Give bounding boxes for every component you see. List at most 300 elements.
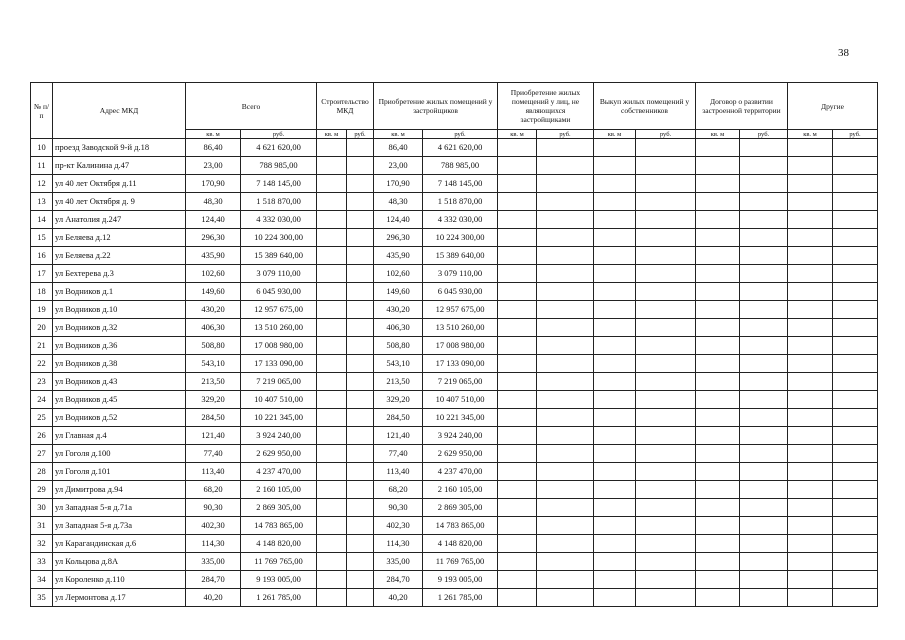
unit-header: руб. [423, 130, 498, 139]
developers-sum: 788 985,00 [423, 157, 498, 175]
developers-area: 68,20 [374, 481, 423, 499]
empty-cell [788, 553, 833, 571]
total-sum: 10 221 345,00 [241, 409, 317, 427]
developers-sum: 2 869 305,00 [423, 499, 498, 517]
header-total: Всего [186, 83, 317, 130]
row-address: ул Гоголя д.101 [53, 463, 186, 481]
empty-cell [696, 265, 740, 283]
developers-sum: 17 008 980,00 [423, 337, 498, 355]
developers-area: 406,30 [374, 319, 423, 337]
total-sum: 3 924 240,00 [241, 427, 317, 445]
empty-cell [636, 229, 696, 247]
empty-cell [594, 499, 636, 517]
empty-cell [696, 517, 740, 535]
empty-cell [594, 301, 636, 319]
empty-cell [594, 193, 636, 211]
developers-sum: 4 237 470,00 [423, 463, 498, 481]
developers-sum: 1 261 785,00 [423, 589, 498, 607]
empty-cell [788, 589, 833, 607]
empty-cell [788, 373, 833, 391]
empty-cell [788, 499, 833, 517]
housing-table [30, 82, 878, 607]
row-address: ул Димитрова д.94 [53, 481, 186, 499]
empty-cell [636, 373, 696, 391]
empty-cell [498, 409, 537, 427]
table-row [31, 229, 878, 247]
total-area: 543,10 [186, 355, 241, 373]
total-sum: 7 219 065,00 [241, 373, 317, 391]
total-sum: 788 985,00 [241, 157, 317, 175]
empty-cell [788, 355, 833, 373]
row-address: проезд Заводской 9-й д.18 [53, 139, 186, 157]
empty-cell [740, 517, 788, 535]
total-area: 77,40 [186, 445, 241, 463]
empty-cell [636, 481, 696, 499]
empty-cell [833, 337, 878, 355]
total-area: 508,80 [186, 337, 241, 355]
empty-cell [636, 571, 696, 589]
construction-sum [347, 193, 374, 211]
construction-area [317, 211, 347, 229]
empty-cell [833, 517, 878, 535]
empty-cell [537, 283, 594, 301]
empty-cell [740, 337, 788, 355]
total-area: 170,90 [186, 175, 241, 193]
empty-cell [594, 517, 636, 535]
total-sum: 12 957 675,00 [241, 301, 317, 319]
total-area: 68,20 [186, 481, 241, 499]
empty-cell [636, 427, 696, 445]
row-address: ул Беляева д.22 [53, 247, 186, 265]
row-number: 30 [31, 499, 53, 517]
row-number: 13 [31, 193, 53, 211]
developers-sum: 4 621 620,00 [423, 139, 498, 157]
developers-sum: 13 510 260,00 [423, 319, 498, 337]
construction-sum [347, 265, 374, 283]
empty-cell [636, 301, 696, 319]
empty-cell [788, 193, 833, 211]
empty-cell [594, 355, 636, 373]
table-row [31, 409, 878, 427]
total-sum: 4 332 030,00 [241, 211, 317, 229]
unit-header: руб. [537, 130, 594, 139]
developers-area: 284,50 [374, 409, 423, 427]
total-area: 149,60 [186, 283, 241, 301]
developers-area: 86,40 [374, 139, 423, 157]
table-row [31, 193, 878, 211]
empty-cell [833, 373, 878, 391]
empty-cell [740, 247, 788, 265]
total-sum: 4 148 820,00 [241, 535, 317, 553]
developers-area: 90,30 [374, 499, 423, 517]
empty-cell [788, 175, 833, 193]
total-area: 48,30 [186, 193, 241, 211]
construction-sum [347, 175, 374, 193]
row-number: 23 [31, 373, 53, 391]
empty-cell [498, 175, 537, 193]
table-row [31, 553, 878, 571]
construction-area [317, 409, 347, 427]
construction-sum [347, 337, 374, 355]
construction-area [317, 589, 347, 607]
total-area: 296,30 [186, 229, 241, 247]
empty-cell [636, 445, 696, 463]
empty-cell [740, 499, 788, 517]
developers-sum: 3 924 240,00 [423, 427, 498, 445]
table-row [31, 445, 878, 463]
empty-cell [833, 499, 878, 517]
total-sum: 17 133 090,00 [241, 355, 317, 373]
construction-area [317, 553, 347, 571]
empty-cell [498, 193, 537, 211]
empty-cell [696, 319, 740, 337]
total-sum: 15 389 640,00 [241, 247, 317, 265]
empty-cell [636, 283, 696, 301]
empty-cell [740, 283, 788, 301]
empty-cell [498, 445, 537, 463]
row-address: ул Водников д.10 [53, 301, 186, 319]
total-area: 90,30 [186, 499, 241, 517]
table-row [31, 175, 878, 193]
construction-area [317, 373, 347, 391]
empty-cell [788, 427, 833, 445]
empty-cell [498, 391, 537, 409]
unit-header: руб. [347, 130, 374, 139]
total-sum: 2 160 105,00 [241, 481, 317, 499]
developers-area: 113,40 [374, 463, 423, 481]
empty-cell [594, 283, 636, 301]
empty-cell [740, 427, 788, 445]
row-address: ул Гоголя д.100 [53, 445, 186, 463]
empty-cell [498, 265, 537, 283]
empty-cell [498, 463, 537, 481]
empty-cell [636, 193, 696, 211]
construction-area [317, 427, 347, 445]
empty-cell [833, 535, 878, 553]
construction-area [317, 445, 347, 463]
construction-sum [347, 427, 374, 445]
row-number: 24 [31, 391, 53, 409]
empty-cell [696, 463, 740, 481]
empty-cell [537, 553, 594, 571]
developers-sum: 17 133 090,00 [423, 355, 498, 373]
empty-cell [696, 445, 740, 463]
construction-area [317, 229, 347, 247]
empty-cell [696, 301, 740, 319]
empty-cell [594, 553, 636, 571]
empty-cell [740, 157, 788, 175]
developers-area: 335,00 [374, 553, 423, 571]
empty-cell [740, 265, 788, 283]
construction-sum [347, 211, 374, 229]
empty-cell [498, 535, 537, 553]
empty-cell [833, 445, 878, 463]
table-row [31, 355, 878, 373]
empty-cell [788, 445, 833, 463]
empty-cell [833, 409, 878, 427]
empty-cell [788, 571, 833, 589]
header-territory: Договор о развитии застроенной территории [696, 83, 788, 130]
construction-sum [347, 499, 374, 517]
total-area: 402,30 [186, 517, 241, 535]
empty-cell [537, 265, 594, 283]
empty-cell [696, 553, 740, 571]
empty-cell [740, 553, 788, 571]
construction-area [317, 247, 347, 265]
row-number: 22 [31, 355, 53, 373]
empty-cell [740, 319, 788, 337]
empty-cell [537, 301, 594, 319]
empty-cell [498, 139, 537, 157]
developers-area: 170,90 [374, 175, 423, 193]
construction-sum [347, 301, 374, 319]
empty-cell [696, 499, 740, 517]
row-address: ул Водников д.38 [53, 355, 186, 373]
developers-area: 329,20 [374, 391, 423, 409]
row-number: 26 [31, 427, 53, 445]
empty-cell [788, 337, 833, 355]
empty-cell [537, 427, 594, 445]
construction-area [317, 391, 347, 409]
header-num: № п/п [31, 83, 53, 139]
empty-cell [537, 481, 594, 499]
row-number: 33 [31, 553, 53, 571]
row-number: 27 [31, 445, 53, 463]
construction-area [317, 157, 347, 175]
row-address: ул Кольцова д.8А [53, 553, 186, 571]
header-buyout: Выкуп жилых помещений у собственников [594, 83, 696, 130]
total-area: 113,40 [186, 463, 241, 481]
developers-area: 543,10 [374, 355, 423, 373]
empty-cell [594, 409, 636, 427]
total-sum: 3 079 110,00 [241, 265, 317, 283]
row-number: 32 [31, 535, 53, 553]
total-sum: 11 769 765,00 [241, 553, 317, 571]
empty-cell [696, 409, 740, 427]
construction-area [317, 283, 347, 301]
empty-cell [788, 481, 833, 499]
empty-cell [594, 247, 636, 265]
construction-area [317, 463, 347, 481]
total-area: 406,30 [186, 319, 241, 337]
empty-cell [740, 409, 788, 427]
empty-cell [696, 139, 740, 157]
total-sum: 1 261 785,00 [241, 589, 317, 607]
row-number: 14 [31, 211, 53, 229]
empty-cell [594, 481, 636, 499]
table-row [31, 517, 878, 535]
empty-cell [537, 337, 594, 355]
row-number: 19 [31, 301, 53, 319]
empty-cell [537, 463, 594, 481]
empty-cell [696, 175, 740, 193]
unit-header: руб. [636, 130, 696, 139]
row-number: 21 [31, 337, 53, 355]
empty-cell [696, 481, 740, 499]
empty-cell [788, 283, 833, 301]
total-sum: 13 510 260,00 [241, 319, 317, 337]
total-area: 86,40 [186, 139, 241, 157]
empty-cell [537, 373, 594, 391]
empty-cell [833, 301, 878, 319]
row-address: ул Анатолия д.247 [53, 211, 186, 229]
table-row [31, 373, 878, 391]
empty-cell [537, 319, 594, 337]
table-row [31, 139, 878, 157]
developers-sum: 10 407 510,00 [423, 391, 498, 409]
empty-cell [636, 463, 696, 481]
empty-cell [696, 535, 740, 553]
unit-header: кв. м [696, 130, 740, 139]
empty-cell [636, 175, 696, 193]
empty-cell [498, 427, 537, 445]
construction-sum [347, 481, 374, 499]
construction-area [317, 319, 347, 337]
construction-area [317, 481, 347, 499]
empty-cell [696, 427, 740, 445]
total-sum: 6 045 930,00 [241, 283, 317, 301]
row-number: 10 [31, 139, 53, 157]
row-address: ул Западная 5-я д.71а [53, 499, 186, 517]
developers-sum: 10 221 345,00 [423, 409, 498, 427]
table-row [31, 319, 878, 337]
empty-cell [788, 157, 833, 175]
developers-area: 23,00 [374, 157, 423, 175]
empty-cell [833, 211, 878, 229]
empty-cell [696, 337, 740, 355]
empty-cell [696, 193, 740, 211]
empty-cell [594, 265, 636, 283]
empty-cell [636, 265, 696, 283]
unit-header: руб. [740, 130, 788, 139]
table-row [31, 265, 878, 283]
empty-cell [696, 571, 740, 589]
empty-cell [636, 337, 696, 355]
empty-cell [696, 211, 740, 229]
empty-cell [498, 517, 537, 535]
empty-cell [594, 175, 636, 193]
empty-cell [498, 247, 537, 265]
row-address: ул Бехтерева д.3 [53, 265, 186, 283]
total-sum: 1 518 870,00 [241, 193, 317, 211]
empty-cell [498, 499, 537, 517]
empty-cell [594, 463, 636, 481]
construction-sum [347, 319, 374, 337]
total-area: 284,50 [186, 409, 241, 427]
empty-cell [833, 589, 878, 607]
empty-cell [833, 247, 878, 265]
developers-sum: 2 160 105,00 [423, 481, 498, 499]
developers-sum: 7 219 065,00 [423, 373, 498, 391]
empty-cell [636, 319, 696, 337]
header-developers: Приобретение жилых помещений у застройщиков [374, 83, 498, 130]
empty-cell [740, 571, 788, 589]
developers-sum: 7 148 145,00 [423, 175, 498, 193]
row-address: ул Лермонтова д.17 [53, 589, 186, 607]
empty-cell [537, 535, 594, 553]
empty-cell [498, 373, 537, 391]
row-number: 17 [31, 265, 53, 283]
empty-cell [788, 211, 833, 229]
empty-cell [788, 517, 833, 535]
empty-cell [498, 319, 537, 337]
row-address: ул Водников д.36 [53, 337, 186, 355]
empty-cell [594, 373, 636, 391]
total-area: 213,50 [186, 373, 241, 391]
developers-sum: 6 045 930,00 [423, 283, 498, 301]
construction-area [317, 355, 347, 373]
empty-cell [833, 229, 878, 247]
empty-cell [833, 139, 878, 157]
empty-cell [788, 265, 833, 283]
developers-area: 296,30 [374, 229, 423, 247]
table-row [31, 301, 878, 319]
developers-area: 48,30 [374, 193, 423, 211]
empty-cell [788, 391, 833, 409]
row-number: 11 [31, 157, 53, 175]
row-number: 16 [31, 247, 53, 265]
empty-cell [537, 499, 594, 517]
construction-area [317, 193, 347, 211]
empty-cell [498, 211, 537, 229]
developers-area: 284,70 [374, 571, 423, 589]
unit-header: кв. м [374, 130, 423, 139]
empty-cell [833, 391, 878, 409]
empty-cell [740, 175, 788, 193]
construction-sum [347, 157, 374, 175]
empty-cell [636, 409, 696, 427]
row-address: ул Водников д.45 [53, 391, 186, 409]
empty-cell [498, 229, 537, 247]
empty-cell [594, 157, 636, 175]
empty-cell [636, 499, 696, 517]
row-number: 34 [31, 571, 53, 589]
developers-area: 40,20 [374, 589, 423, 607]
construction-area [317, 337, 347, 355]
empty-cell [636, 355, 696, 373]
developers-sum: 2 629 950,00 [423, 445, 498, 463]
construction-area [317, 571, 347, 589]
developers-sum: 14 783 865,00 [423, 517, 498, 535]
construction-area [317, 139, 347, 157]
total-sum: 10 224 300,00 [241, 229, 317, 247]
unit-header: кв. м [186, 130, 241, 139]
table-row [31, 247, 878, 265]
row-address: ул 40 лет Октября д.11 [53, 175, 186, 193]
empty-cell [696, 283, 740, 301]
row-address: ул 40 лет Октября д. 9 [53, 193, 186, 211]
empty-cell [696, 355, 740, 373]
table-row [31, 571, 878, 589]
row-address: пр-кт Калинина д.47 [53, 157, 186, 175]
unit-header: кв. м [498, 130, 537, 139]
empty-cell [498, 481, 537, 499]
total-area: 435,90 [186, 247, 241, 265]
developers-area: 402,30 [374, 517, 423, 535]
construction-sum [347, 247, 374, 265]
row-number: 20 [31, 319, 53, 337]
empty-cell [537, 391, 594, 409]
row-number: 29 [31, 481, 53, 499]
total-area: 102,60 [186, 265, 241, 283]
table-row [31, 211, 878, 229]
header-other: Другие [788, 83, 878, 130]
empty-cell [594, 535, 636, 553]
table-row [31, 337, 878, 355]
developers-sum: 9 193 005,00 [423, 571, 498, 589]
empty-cell [740, 589, 788, 607]
empty-cell [788, 139, 833, 157]
